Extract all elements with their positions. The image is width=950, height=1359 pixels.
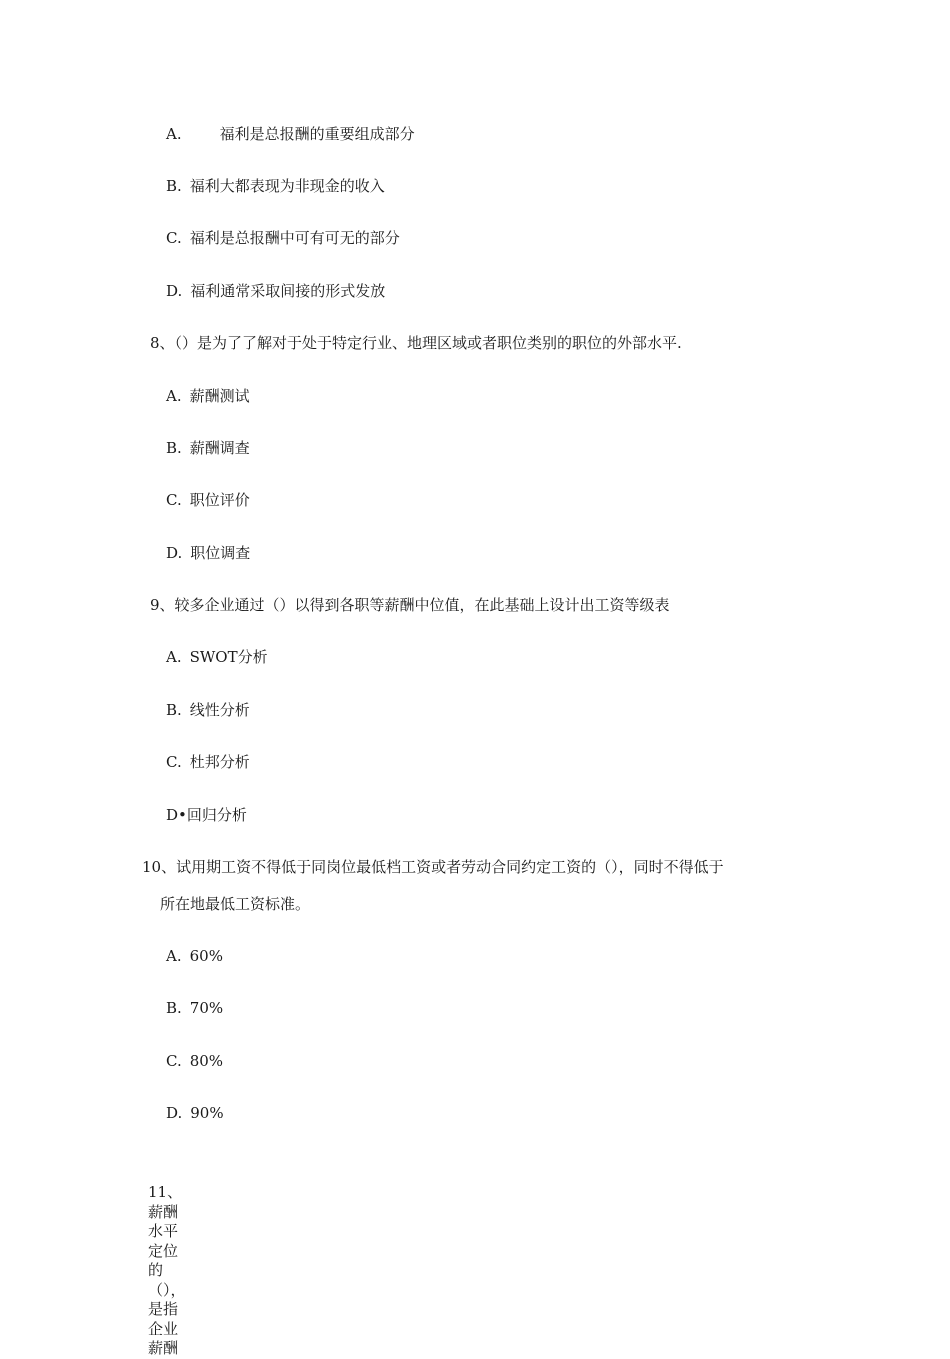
option-text: 薪酬调查 (189, 439, 250, 457)
q9-option-d (166, 805, 247, 825)
question-11-stem-fragment (148, 1183, 192, 1359)
option-text: 70% (189, 999, 224, 1017)
option-marker: A. (166, 648, 182, 666)
option-marker: C. (166, 491, 182, 509)
q8-option-b (166, 438, 250, 458)
option-marker: C. (166, 229, 182, 247)
option-text: 杜邦分析 (189, 753, 250, 771)
q11-fragment: 薪酬 (148, 1202, 179, 1221)
q7-option-c (166, 228, 400, 248)
option-text: 福利是总报酬的重要组成部分 (219, 125, 415, 143)
question-8-stem: 8、（）是为了了解对于处于特定行业、地理区域或者职位类别的职位的外部水平. (150, 334, 682, 352)
q9-option-b (166, 700, 250, 720)
q8-option-c (166, 490, 250, 510)
option-marker: C. (166, 1052, 182, 1070)
option-marker: D• (166, 806, 187, 824)
q9-option-c (166, 752, 250, 772)
q10-option-c (166, 1051, 223, 1071)
q7-option-d (166, 281, 385, 301)
option-marker: B. (166, 999, 182, 1017)
option-marker: C. (166, 753, 182, 771)
q11-fragment: 水平 (148, 1222, 179, 1240)
q10-option-d (166, 1103, 224, 1123)
option-marker: D. (166, 544, 183, 562)
option-marker: B. (166, 177, 182, 195)
q11-fragment: 定位 (148, 1241, 179, 1260)
question-10-stem-line2: 所在地最低工资标准。 (160, 895, 311, 913)
question-10-stem-line1: 10、试用期工资不得低于同岗位最低档工资或者劳动合同约定工资的（），同时不得低于 (142, 858, 724, 876)
q11-fragment: 薪酬 (148, 1339, 179, 1357)
option-text: 回归分析 (186, 806, 247, 824)
option-text: 薪酬测试 (189, 387, 250, 405)
option-marker: B. (166, 701, 182, 719)
option-marker: D. (166, 282, 183, 300)
q10-option-a (166, 946, 223, 966)
option-text: 职位评价 (189, 491, 250, 509)
q9-option-a (166, 647, 268, 667)
option-text: 职位调查 (190, 544, 251, 562)
option-marker: A. (166, 387, 182, 405)
q11-fragment: 企业 (148, 1319, 179, 1338)
option-marker: A. (166, 947, 182, 965)
option-marker: D. (166, 1104, 183, 1122)
option-text: 线性分析 (189, 701, 250, 719)
option-text: 80% (189, 1052, 224, 1070)
q11-fragment: （）， (148, 1280, 186, 1299)
option-text: 福利大都表现为非现金的收入 (189, 177, 385, 195)
q10-option-b (166, 998, 223, 1018)
q8-option-d (166, 543, 250, 563)
q8-option-a (166, 386, 250, 406)
option-marker: A. (166, 125, 182, 143)
option-text: 福利是总报酬中可有可无的部分 (189, 229, 400, 247)
q7-option-a (166, 124, 415, 144)
option-marker: B. (166, 439, 182, 457)
option-text: 90% (190, 1104, 224, 1122)
q11-fragment: 11、 (148, 1183, 183, 1201)
question-9-stem: 9、较多企业通过（）以得到各职等薪酬中位值，在此基础上设计出工资等级表 (150, 596, 670, 614)
q11-fragment: 的 (148, 1261, 164, 1279)
option-text: 60% (189, 947, 223, 965)
q11-fragment: 是指 (148, 1300, 179, 1318)
option-text: SWOT分析 (189, 648, 268, 666)
option-text: 福利通常采取间接的形式发放 (190, 282, 386, 300)
q7-option-b (166, 176, 385, 196)
